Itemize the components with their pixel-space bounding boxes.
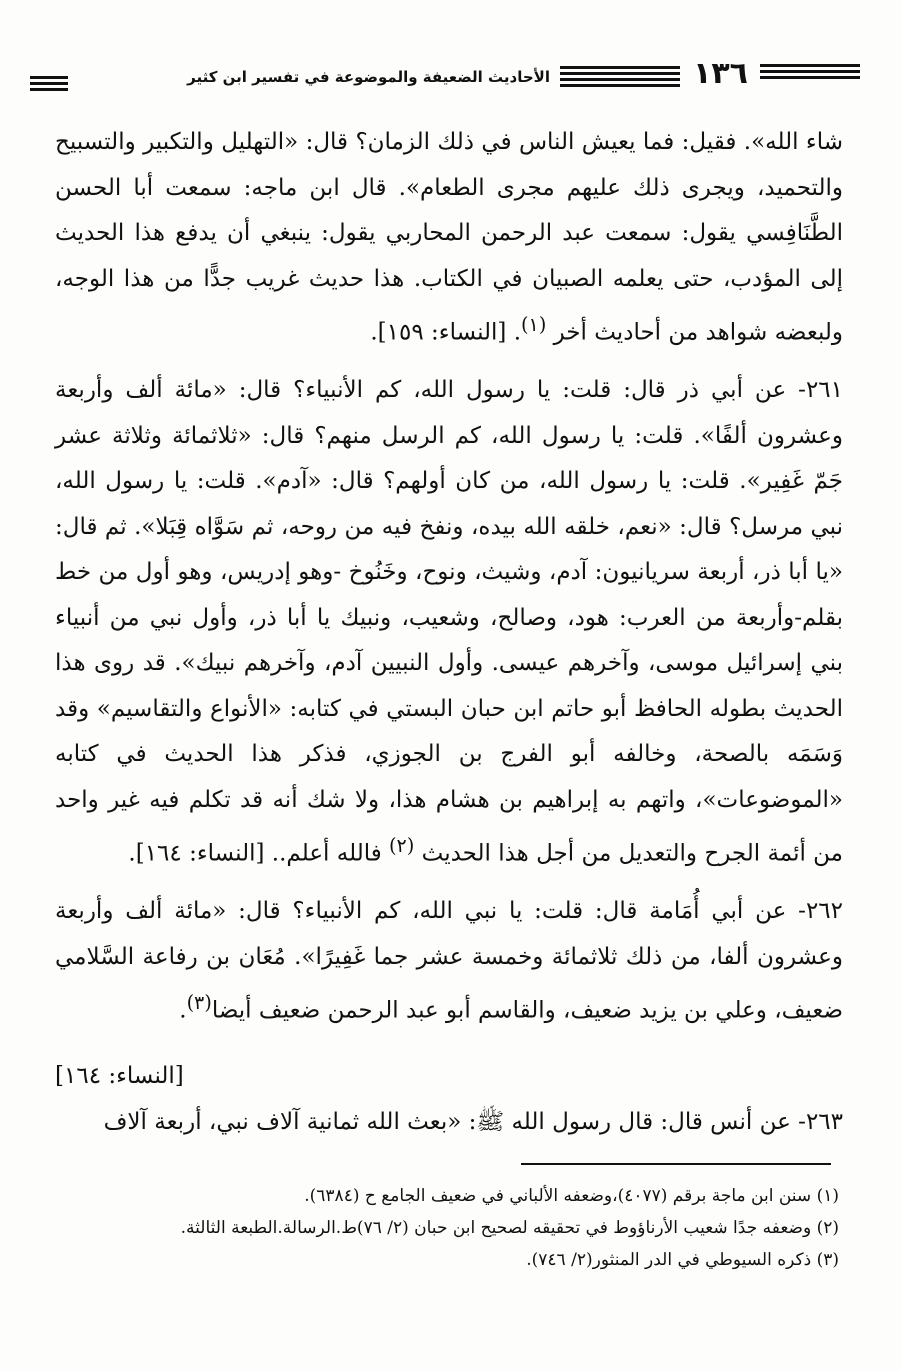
page-number: ١٣٦ <box>693 56 748 91</box>
book-title: الأحاديث الضعيفة والموضوعة في تفسير ابن كثير <box>187 68 550 86</box>
verse-reference: فالله أعلم.. [النساء: ١٦٤]. <box>128 840 390 867</box>
hadith-263 <box>55 1100 843 1146</box>
footnote-separator <box>521 1163 831 1165</box>
header-ornament-middle <box>560 66 680 90</box>
paragraph-text: شاء الله». فقيل: فما يعيش الناس في ذلك الزمان؟ قال: «التهليل والتكبير والتسبيح والتحميد، ويجرى ذلك عليهم مجرى الطعام». قال ابن ماجه: سمعت أبا الحسن الطَّنَافِسي يقول: سمعت عبد الرحمن المحاربي يقول: ينبغي أن يدفع هذا الحديث إلى المؤدب، حتى يعلمه الصبيان في الكتاب. هذا حديث غريب جدًّا من هذا الوجه، ولبعضه شواهد من أحاديث أخر <box>55 129 843 346</box>
footnote-2: (٢) وضعفه جدًا شعيب الأرناؤوط في تحقيقه لصحيح ابن حبان (٢/ ٧٦)ط.الرسالة.الطبعة الثالثة. <box>180 1218 839 1238</box>
source-line <box>55 1054 843 1100</box>
verse-reference: [النساء: ١٦٤] <box>55 1063 184 1090</box>
paragraph-text: عن أبي أُمَامة قال: قلت: يا نبي الله، كم الأنبياء؟ قال: «مائة ألف وأربعة وعشرون ألفا، من ذلك ثلاثمائة وخمسة عشر جما غَفِيرًا». مُعَان بن رفاعة السَّلامي ضعيف، وعلي بن يزيد ضعيف، والقاسم أبو عبد الرحمن ضعيف أيضا <box>55 898 843 1024</box>
footnote-3: (٣) ذكره السيوطي في الدر المنثور(٢/ ٧٤٦). <box>526 1250 839 1270</box>
verse-reference: . [النساء: ١٥٩]. <box>370 319 522 346</box>
footnote-ref-1: (١) <box>521 313 547 336</box>
page-body <box>55 120 843 1145</box>
footnote-ref-2: (٢) <box>389 834 415 858</box>
header-ornament-left <box>30 76 68 94</box>
footnote-ref-3: (٣) <box>186 991 212 1015</box>
paragraph-text: عن أبي ذر قال: قلت: يا رسول الله، كم الأنبياء؟ قال: «مائة ألف وأربعة وعشرون ألفًا». قلت: يا رسول الله، كم الرسل منهم؟ قال: «ثلاثمائة وثلاثة عشر جَمّ غَفِير». قلت: يا رسول الله، من كان أولهم؟ قال: «آدم». قلت: يا رسول الله، نبي مرسل؟ قال: «نعم، خلقه الله بيده، ونفخ فيه من روحه، ثم سَوَّاه قِبَلا». ثم قال: «يا أبا ذر، أربعة سريانيون: آدم، وشيث، ونوح، وخَنُوخ -وهو إدريس، وهو أول من خط بقلم-وأربعة من العرب: هود، وصالح، وشعيب، ونبيك يا أبا ذر، وأول نبي من أنبياء بني إسرائيل موسى، وآخرهم عيسى. وأول النبيين آدم، وآخرهم نبيك». قد روى هذا الحديث بطوله الحافظ أبو حاتم ابن حبان البستي في كتابه: «الأنواع والتقاسيم» وقد وَسَمَه بالصحة، وخالفه أبو الفرج بن الجوزي، فذكر هذا الحديث في كتابه «الموضوعات»، واتهم به إبراهيم بن هشام هذا، ولا شك أنه قد تكلم فيه غير واحد من أئمة الجرح والتعديل من أجل هذا الحديث <box>55 377 843 867</box>
hadith-number: ٢٦٣- <box>790 1108 843 1135</box>
hadith-261 <box>55 368 843 877</box>
paragraph-continuation <box>55 120 843 356</box>
paragraph-text: عن أنس قال: قال رسول الله ﷺ: «بعث الله ثمانية آلاف نبي، أربعة آلاف <box>103 1108 791 1135</box>
hadith-262 <box>55 889 843 1034</box>
sentence-end: . <box>179 997 187 1024</box>
header-ornament-right <box>760 64 860 82</box>
hadith-number: ٢٦٢- <box>786 898 843 925</box>
page-header <box>30 52 860 100</box>
footnotes <box>49 1180 839 1276</box>
footnote-1: (١) سنن ابن ماجة برقم (٤٠٧٧)،وضعفه الألباني في ضعيف الجامع ح (٦٣٨٤). <box>304 1186 839 1206</box>
hadith-number: ٢٦١- <box>786 377 843 404</box>
